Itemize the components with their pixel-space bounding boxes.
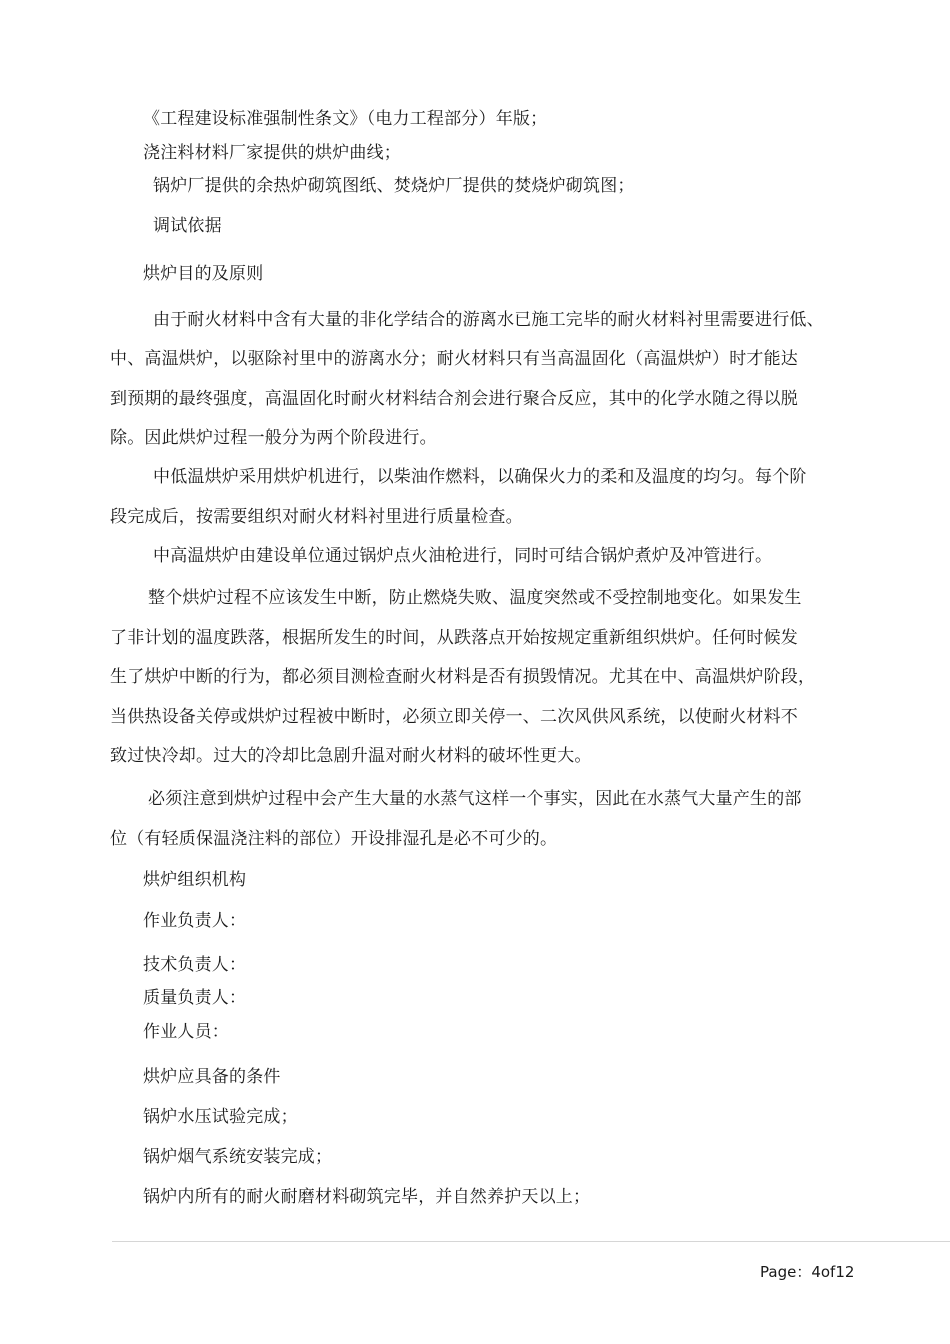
page-number: Page：4of12 [760,1263,855,1281]
paragraph-2-line-2: 段完成后，按需要组织对耐火材料衬里进行质量检查。 [110,507,523,527]
heading-organization: 烘炉组织机构 [143,870,247,890]
paragraph-4-line-5: 致过快冷却。过大的冷却比急剧升温对耐火材料的破坏性更大。 [110,746,592,766]
condition-flue-gas-system: 锅炉烟气系统安装完成； [143,1147,333,1167]
role-quality-leader: 质量负责人： [143,988,247,1008]
paragraph-1-line-2: 中、高温烘炉，以驱除衬里中的游离水分；耐火材料只有当高温固化（高温烘炉）时才能达 [110,349,798,369]
condition-refractory-masonry: 锅炉内所有的耐火耐磨材料砌筑完毕，并自然养护天以上； [143,1187,591,1207]
paragraph-2-line-1: 中低温烘炉采用烘炉机进行，以柴油作燃料，以确保火力的柔和及温度的均匀。每个阶 [153,467,807,487]
ref-castable-curve-line: 浇注料材料厂家提供的烘炉曲线； [143,143,401,163]
paragraph-1-line-3: 到预期的最终强度，高温固化时耐火材料结合剂会进行聚合反应，其中的化学水随之得以脱 [110,389,798,409]
paragraph-4-line-4: 当供热设备关停或烘炉过程被中断时，必须立即关停一、二次风供风系统，以使耐火材料不 [110,707,798,727]
ref-drawings-line: 锅炉厂提供的余热炉砌筑图纸、焚烧炉厂提供的焚烧炉砌筑图； [153,176,635,196]
paragraph-1-line-4: 除。因此烘炉过程一般分为两个阶段进行。 [110,428,437,448]
role-technical-leader: 技术负责人： [143,955,247,975]
paragraph-4-line-3: 生了烘炉中断的行为，都必须目测检查耐火材料是否有损毁情况。尤其在中、高温烘炉阶段， [110,667,816,687]
condition-water-pressure: 锅炉水压试验完成； [143,1107,298,1127]
ref-standard-line: 《工程建设标准强制性条文》（电力工程部分）年版； [143,109,548,129]
heading-conditions: 烘炉应具备的条件 [143,1067,281,1087]
heading-purpose-principle: 烘炉目的及原则 [143,264,264,284]
role-workers: 作业人员： [143,1022,229,1042]
paragraph-4-line-1: 整个烘炉过程不应该发生中断，防止燃烧失败、温度突然或不受控制地变化。如果发生 [148,588,802,608]
paragraph-3-line-1: 中高温烘炉由建设单位通过锅炉点火油枪进行，同时可结合锅炉煮炉及冲管进行。 [153,546,773,566]
footer-divider [112,1241,950,1242]
paragraph-4-line-2: 了非计划的温度跌落，根据所发生的时间，从跌落点开始按规定重新组织烘炉。任何时候发 [110,628,798,648]
paragraph-5-line-2: 位（有轻质保温浇注料的部位）开设排湿孔是必不可少的。 [110,829,558,849]
role-work-leader: 作业负责人： [143,911,247,931]
paragraph-1-line-1: 由于耐火材料中含有大量的非化学结合的游离水已施工完毕的耐火材料衬里需要进行低、 [153,310,824,330]
paragraph-5-line-1: 必须注意到烘炉过程中会产生大量的水蒸气这样一个事实，因此在水蒸气大量产生的部 [148,789,802,809]
heading-debug-basis: 调试依据 [153,216,222,236]
